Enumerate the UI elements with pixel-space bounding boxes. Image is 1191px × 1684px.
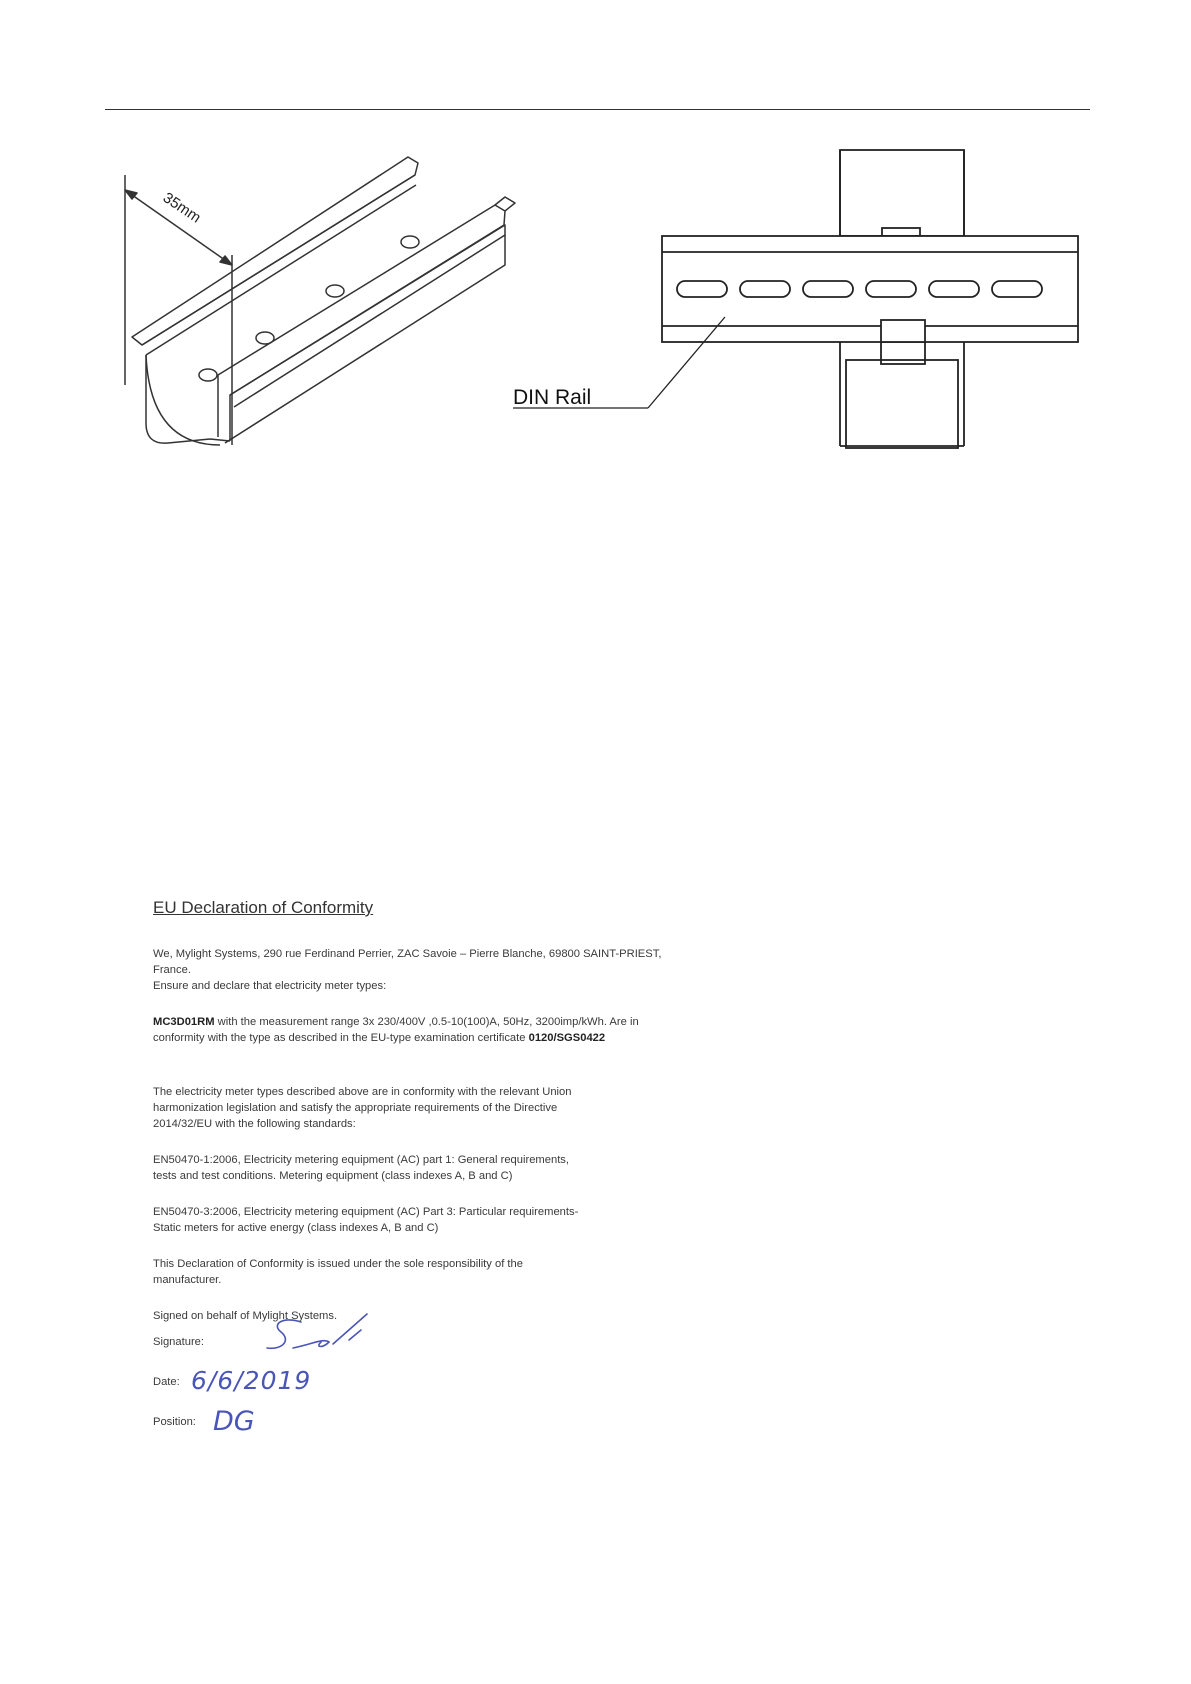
din-rail-front-figure (513, 150, 1080, 450)
standard-1-line: EN50470-1:2006, Electricity metering equipment (AC) part 1: General requirements, (153, 1154, 570, 1166)
declaration-title: EU Declaration of Conformity (153, 898, 374, 917)
model-paragraph (153, 1014, 773, 1030)
certificate-number: 0120/SGS0422 (528, 1032, 606, 1044)
model-paragraph-2 (153, 1030, 773, 1046)
rail-slot (256, 332, 274, 344)
standard-1-line: tests and test conditions. Metering equipment (class indexes A, B and C) (153, 1170, 513, 1182)
eu-declaration (153, 898, 773, 1444)
meter-bottom-clip-front (881, 320, 925, 342)
conformity-line: 2014/32/EU with the following standards: (153, 1118, 356, 1130)
rail-front-flange-tip (495, 197, 515, 211)
meter-top-clip (882, 228, 920, 236)
model-number: MC3D01RM (153, 1016, 215, 1028)
dimension-label: 35mm (159, 189, 204, 227)
handwritten-signature (263, 1308, 373, 1360)
position-row (153, 1404, 773, 1444)
din-rail-isometric-figure (110, 145, 550, 455)
date-value: 6/6/2019 (191, 1366, 312, 1395)
top-rule (105, 109, 1090, 110)
meter-lower-body (846, 360, 958, 448)
rail-front-edge (225, 235, 505, 443)
date-label: Date: (153, 1376, 180, 1388)
signed-on-behalf: Signed on behalf of Mylight Systems. (153, 1310, 338, 1322)
meter-upper-body (840, 150, 964, 236)
rail-slot (326, 285, 344, 297)
standard-2-line: EN50470-3:2006, Electricity metering equipment (AC) Part 3: Particular requirements- (153, 1206, 579, 1218)
signature-label: Signature: (153, 1336, 204, 1348)
din-rail-label: DIN Rail (513, 386, 592, 409)
signature-row (153, 1324, 773, 1364)
intro-line: Ensure and declare that electricity meter types: (153, 980, 387, 992)
responsibility-line: This Declaration of Conformity is issued under the sole responsibility of the (153, 1258, 523, 1270)
standard-2-line: Static meters for active energy (class indexes A, B and C) (153, 1222, 439, 1234)
conformity-line: harmonization legislation and satisfy the appropriate requirements of the Directive (153, 1102, 558, 1114)
model-description: with the measurement range 3x 230/400V ,0.5-10(100)A, 50Hz, 3200imp/kWh. Are in (214, 1016, 639, 1028)
rail-front-wall (218, 205, 505, 441)
model-description-2: conformity with the type as described in the EU-type examination certificate (153, 1032, 529, 1044)
date-row (153, 1364, 773, 1404)
rail-slot (401, 236, 419, 248)
position-label: Position: (153, 1416, 196, 1428)
intro-line: We, Mylight Systems, 290 rue Ferdinand Perrier, ZAC Savoie – Pierre Blanche, 69800 SAINT-PRIEST, (153, 948, 662, 960)
rail-slot (199, 369, 217, 381)
responsibility-line: manufacturer. (153, 1274, 222, 1286)
rail-front-lip (230, 225, 505, 407)
position-value: DG (213, 1406, 255, 1437)
conformity-line: The electricity meter types described above are in conformity with the relevant Union (153, 1086, 572, 1098)
intro-line: France. (153, 964, 191, 976)
